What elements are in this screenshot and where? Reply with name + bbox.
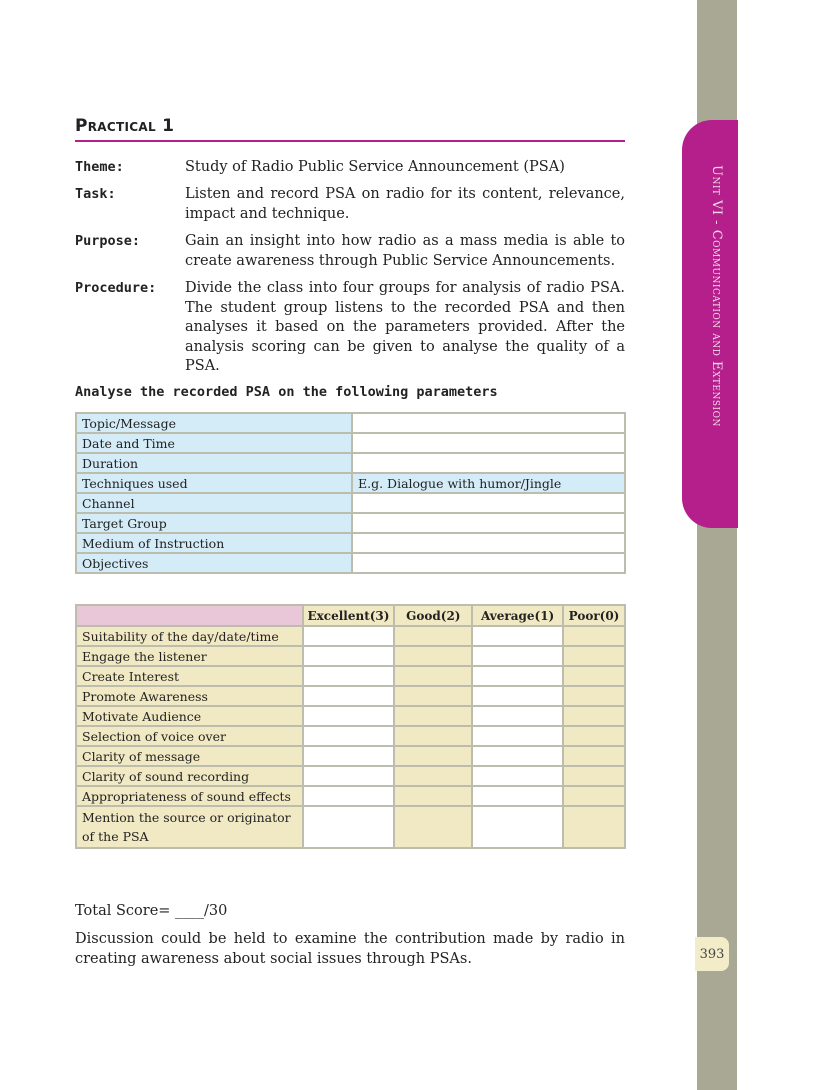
score-cell[interactable] — [472, 766, 563, 786]
score-cell[interactable] — [394, 806, 472, 848]
task-row — [75, 185, 625, 224]
table-row — [76, 433, 625, 453]
score-cell[interactable] — [303, 706, 395, 726]
score-cell[interactable] — [394, 766, 472, 786]
discussion-text: Discussion could be held to examine the contribution made by radio in creating awareness about social issues through PSAs. — [75, 931, 625, 967]
purpose-value: Gain an insight into how radio as a mass media is able to create awareness through Public Service Announcements. — [185, 233, 625, 269]
score-cell[interactable] — [303, 686, 395, 706]
total-score: Total Score= ____/30 — [75, 903, 228, 919]
column-header-average: Average(1) — [472, 605, 563, 626]
criterion-label: Selection of voice over — [76, 726, 303, 746]
table-row — [76, 553, 625, 573]
criterion-label: Clarity of message — [76, 746, 303, 766]
score-cell[interactable] — [563, 666, 625, 686]
criterion-label: Clarity of sound recording — [76, 766, 303, 786]
score-cell[interactable] — [472, 746, 563, 766]
parameter-value[interactable] — [352, 433, 625, 453]
column-header-excellent: Excellent(3) — [303, 605, 395, 626]
parameter-value[interactable] — [352, 493, 625, 513]
score-cell[interactable] — [472, 666, 563, 686]
table-row — [76, 786, 625, 806]
procedure-value: Divide the class into four groups for analysis of radio PSA. The student group listens to the recorded PSA and then analyses it based on the parameters provided. After the analysis scoring can be given to analyse the quality of a PSA. — [185, 280, 625, 374]
score-cell[interactable] — [472, 806, 563, 848]
table-row — [76, 513, 625, 533]
score-cell[interactable] — [563, 626, 625, 646]
score-cell[interactable] — [394, 666, 472, 686]
task-value: Listen and record PSA on radio for its content, relevance, impact and technique. — [185, 186, 625, 222]
score-cell[interactable] — [303, 766, 395, 786]
theme-value: Study of Radio Public Service Announcement (PSA) — [185, 159, 565, 175]
score-cell[interactable] — [394, 706, 472, 726]
score-cell[interactable] — [563, 646, 625, 666]
parameter-value[interactable] — [352, 513, 625, 533]
score-cell[interactable] — [563, 806, 625, 848]
score-cell[interactable] — [303, 726, 395, 746]
table-row — [76, 806, 625, 848]
parameter-name: Medium of Instruction — [76, 533, 352, 553]
table-row — [76, 533, 625, 553]
score-cell[interactable] — [394, 626, 472, 646]
score-cell[interactable] — [303, 806, 395, 848]
score-cell[interactable] — [563, 786, 625, 806]
parameter-value[interactable] — [352, 533, 625, 553]
parameter-name: Objectives — [76, 553, 352, 573]
criterion-label: Engage the listener — [76, 646, 303, 666]
scoring-header-row — [76, 605, 625, 626]
score-cell[interactable] — [472, 786, 563, 806]
score-cell[interactable] — [472, 626, 563, 646]
table-row — [76, 646, 625, 666]
score-cell[interactable] — [472, 726, 563, 746]
score-cell[interactable] — [303, 666, 395, 686]
score-cell[interactable] — [472, 646, 563, 666]
parameter-value[interactable] — [352, 413, 625, 433]
score-cell[interactable] — [563, 746, 625, 766]
criterion-label: Suitability of the day/date/time — [76, 626, 303, 646]
table-row — [76, 706, 625, 726]
table-row — [76, 626, 625, 646]
column-header-good: Good(2) — [394, 605, 472, 626]
criterion-label: Motivate Audience — [76, 706, 303, 726]
table-row — [76, 493, 625, 513]
table-row — [76, 746, 625, 766]
score-cell[interactable] — [563, 766, 625, 786]
parameter-name: Channel — [76, 493, 352, 513]
table-row — [76, 473, 625, 493]
criterion-label: Create Interest — [76, 666, 303, 686]
score-cell[interactable] — [563, 686, 625, 706]
procedure-label: Procedure: — [75, 280, 157, 296]
score-cell[interactable] — [394, 786, 472, 806]
score-cell[interactable] — [303, 626, 395, 646]
theme-label: Theme: — [75, 159, 124, 175]
score-cell[interactable] — [394, 726, 472, 746]
parameter-value[interactable]: E.g. Dialogue with humor/Jingle — [352, 473, 625, 493]
criterion-label: Promote Awareness — [76, 686, 303, 706]
criterion-label: Appropriateness of sound effects — [76, 786, 303, 806]
table-row — [76, 686, 625, 706]
criterion-label: Mention the source or originator of the PSA — [76, 806, 303, 848]
parameter-name: Techniques used — [76, 473, 352, 493]
parameters-subheading: Analyse the recorded PSA on the following parameters — [75, 384, 498, 400]
unit-label: Unit VI - Communication and Extension — [709, 165, 724, 427]
practical-heading: Practical 1 — [75, 116, 625, 142]
column-header-poor: Poor(0) — [563, 605, 625, 626]
parameter-value[interactable] — [352, 453, 625, 473]
parameter-name: Topic/Message — [76, 413, 352, 433]
score-cell[interactable] — [394, 686, 472, 706]
parameter-name: Date and Time — [76, 433, 352, 453]
header-corner — [76, 605, 303, 626]
parameter-name: Duration — [76, 453, 352, 473]
purpose-label: Purpose: — [75, 233, 141, 249]
parameter-value[interactable] — [352, 553, 625, 573]
procedure-row — [75, 279, 625, 377]
task-label: Task: — [75, 186, 116, 202]
score-cell[interactable] — [472, 706, 563, 726]
score-cell[interactable] — [472, 686, 563, 706]
page-number: 393 — [695, 937, 729, 971]
score-cell[interactable] — [394, 646, 472, 666]
table-row — [76, 726, 625, 746]
theme-row — [75, 158, 625, 178]
score-cell[interactable] — [303, 786, 395, 806]
score-cell[interactable] — [303, 646, 395, 666]
table-row — [76, 666, 625, 686]
scoring-table — [75, 604, 626, 849]
score-cell[interactable] — [394, 746, 472, 766]
parameter-name: Target Group — [76, 513, 352, 533]
table-row — [76, 413, 625, 433]
table-row — [76, 453, 625, 473]
purpose-row — [75, 232, 625, 271]
score-cell[interactable] — [563, 726, 625, 746]
score-cell[interactable] — [303, 746, 395, 766]
table-row — [76, 766, 625, 786]
score-cell[interactable] — [563, 706, 625, 726]
parameters-table — [75, 412, 626, 574]
